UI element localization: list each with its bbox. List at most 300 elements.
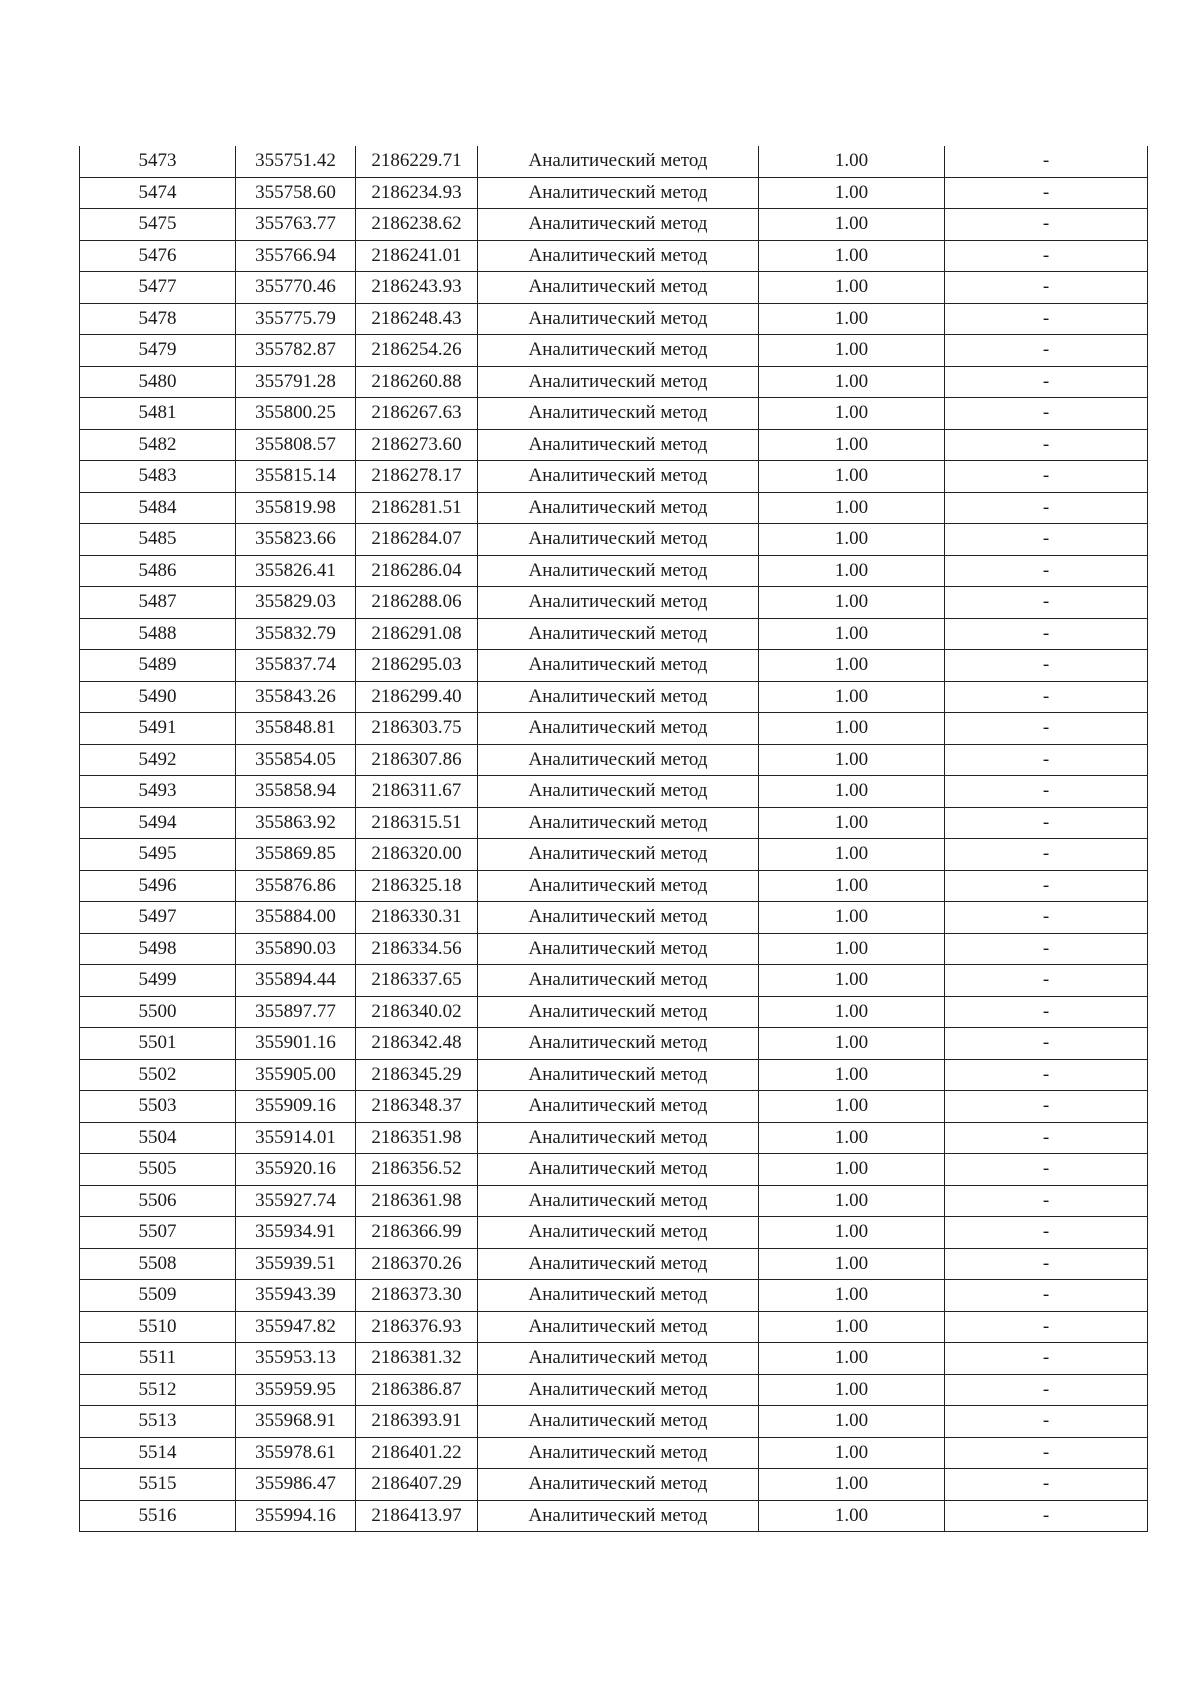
accuracy-cell: 1.00 (759, 240, 945, 272)
x-coordinate-cell: 355943.39 (236, 1280, 356, 1312)
method-cell: Аналитический метод (478, 240, 759, 272)
table-row (80, 524, 1148, 556)
accuracy-cell: 1.00 (759, 870, 945, 902)
point-number-cell: 5485 (80, 524, 236, 556)
x-coordinate-cell: 355884.00 (236, 902, 356, 934)
description-cell: - (945, 996, 1148, 1028)
y-coordinate-cell: 2186401.22 (356, 1437, 478, 1469)
point-number-cell: 5514 (80, 1437, 236, 1469)
point-number-cell: 5515 (80, 1469, 236, 1501)
y-coordinate-cell: 2186334.56 (356, 933, 478, 965)
method-cell: Аналитический метод (478, 1374, 759, 1406)
table-row (80, 303, 1148, 335)
point-number-cell: 5479 (80, 335, 236, 367)
method-cell: Аналитический метод (478, 303, 759, 335)
point-number-cell: 5478 (80, 303, 236, 335)
description-cell: - (945, 1469, 1148, 1501)
accuracy-cell: 1.00 (759, 209, 945, 241)
accuracy-cell: 1.00 (759, 681, 945, 713)
accuracy-cell: 1.00 (759, 902, 945, 934)
point-number-cell: 5490 (80, 681, 236, 713)
point-number-cell: 5493 (80, 776, 236, 808)
method-cell: Аналитический метод (478, 744, 759, 776)
table-row (80, 1028, 1148, 1060)
accuracy-cell: 1.00 (759, 366, 945, 398)
table-row (80, 1154, 1148, 1186)
accuracy-cell: 1.00 (759, 839, 945, 871)
point-number-cell: 5501 (80, 1028, 236, 1060)
method-cell: Аналитический метод (478, 1154, 759, 1186)
y-coordinate-cell: 2186267.63 (356, 398, 478, 430)
method-cell: Аналитический метод (478, 681, 759, 713)
description-cell: - (945, 524, 1148, 556)
point-number-cell: 5511 (80, 1343, 236, 1375)
point-number-cell: 5508 (80, 1248, 236, 1280)
method-cell: Аналитический метод (478, 807, 759, 839)
x-coordinate-cell: 355901.16 (236, 1028, 356, 1060)
description-cell: - (945, 1028, 1148, 1060)
method-cell: Аналитический метод (478, 366, 759, 398)
x-coordinate-cell: 355890.03 (236, 933, 356, 965)
description-cell: - (945, 398, 1148, 430)
x-coordinate-cell: 355819.98 (236, 492, 356, 524)
coordinates-table (79, 146, 1148, 1532)
table-row (80, 1217, 1148, 1249)
accuracy-cell: 1.00 (759, 1437, 945, 1469)
x-coordinate-cell: 355823.66 (236, 524, 356, 556)
y-coordinate-cell: 2186311.67 (356, 776, 478, 808)
y-coordinate-cell: 2186307.86 (356, 744, 478, 776)
description-cell: - (945, 1185, 1148, 1217)
y-coordinate-cell: 2186315.51 (356, 807, 478, 839)
table-row (80, 650, 1148, 682)
table-row (80, 1185, 1148, 1217)
y-coordinate-cell: 2186376.93 (356, 1311, 478, 1343)
method-cell: Аналитический метод (478, 587, 759, 619)
point-number-cell: 5481 (80, 398, 236, 430)
description-cell: - (945, 492, 1148, 524)
accuracy-cell: 1.00 (759, 1059, 945, 1091)
table-row (80, 429, 1148, 461)
x-coordinate-cell: 355815.14 (236, 461, 356, 493)
table-row (80, 398, 1148, 430)
description-cell: - (945, 240, 1148, 272)
y-coordinate-cell: 2186330.31 (356, 902, 478, 934)
accuracy-cell: 1.00 (759, 713, 945, 745)
x-coordinate-cell: 355758.60 (236, 177, 356, 209)
y-coordinate-cell: 2186288.06 (356, 587, 478, 619)
method-cell: Аналитический метод (478, 713, 759, 745)
method-cell: Аналитический метод (478, 1217, 759, 1249)
y-coordinate-cell: 2186248.43 (356, 303, 478, 335)
accuracy-cell: 1.00 (759, 587, 945, 619)
y-coordinate-cell: 2186281.51 (356, 492, 478, 524)
point-number-cell: 5491 (80, 713, 236, 745)
y-coordinate-cell: 2186291.08 (356, 618, 478, 650)
x-coordinate-cell: 355863.92 (236, 807, 356, 839)
accuracy-cell: 1.00 (759, 1122, 945, 1154)
method-cell: Аналитический метод (478, 933, 759, 965)
point-number-cell: 5476 (80, 240, 236, 272)
description-cell: - (945, 1311, 1148, 1343)
table-row (80, 240, 1148, 272)
y-coordinate-cell: 2186366.99 (356, 1217, 478, 1249)
point-number-cell: 5500 (80, 996, 236, 1028)
description-cell: - (945, 1280, 1148, 1312)
x-coordinate-cell: 355894.44 (236, 965, 356, 997)
y-coordinate-cell: 2186393.91 (356, 1406, 478, 1438)
y-coordinate-cell: 2186229.71 (356, 146, 478, 177)
description-cell: - (945, 1154, 1148, 1186)
description-cell: - (945, 366, 1148, 398)
description-cell: - (945, 1091, 1148, 1123)
y-coordinate-cell: 2186351.98 (356, 1122, 478, 1154)
table-row (80, 555, 1148, 587)
y-coordinate-cell: 2186342.48 (356, 1028, 478, 1060)
method-cell: Аналитический метод (478, 1469, 759, 1501)
method-cell: Аналитический метод (478, 1280, 759, 1312)
description-cell: - (945, 650, 1148, 682)
table-row (80, 1374, 1148, 1406)
y-coordinate-cell: 2186356.52 (356, 1154, 478, 1186)
accuracy-cell: 1.00 (759, 807, 945, 839)
description-cell: - (945, 1343, 1148, 1375)
table-row (80, 1469, 1148, 1501)
accuracy-cell: 1.00 (759, 1217, 945, 1249)
y-coordinate-cell: 2186295.03 (356, 650, 478, 682)
x-coordinate-cell: 355763.77 (236, 209, 356, 241)
table-row (80, 776, 1148, 808)
description-cell: - (945, 1122, 1148, 1154)
method-cell: Аналитический метод (478, 429, 759, 461)
table-row (80, 1500, 1148, 1532)
point-number-cell: 5504 (80, 1122, 236, 1154)
x-coordinate-cell: 355934.91 (236, 1217, 356, 1249)
point-number-cell: 5509 (80, 1280, 236, 1312)
y-coordinate-cell: 2186407.29 (356, 1469, 478, 1501)
y-coordinate-cell: 2186373.30 (356, 1280, 478, 1312)
method-cell: Аналитический метод (478, 1437, 759, 1469)
point-number-cell: 5494 (80, 807, 236, 839)
table-row (80, 1248, 1148, 1280)
description-cell: - (945, 902, 1148, 934)
table-body (80, 146, 1148, 1532)
method-cell: Аналитический метод (478, 618, 759, 650)
y-coordinate-cell: 2186286.04 (356, 555, 478, 587)
method-cell: Аналитический метод (478, 965, 759, 997)
y-coordinate-cell: 2186234.93 (356, 177, 478, 209)
y-coordinate-cell: 2186241.01 (356, 240, 478, 272)
point-number-cell: 5473 (80, 146, 236, 177)
y-coordinate-cell: 2186254.26 (356, 335, 478, 367)
table-row (80, 366, 1148, 398)
description-cell: - (945, 618, 1148, 650)
method-cell: Аналитический метод (478, 776, 759, 808)
table-row (80, 996, 1148, 1028)
y-coordinate-cell: 2186238.62 (356, 209, 478, 241)
description-cell: - (945, 713, 1148, 745)
table-row (80, 618, 1148, 650)
point-number-cell: 5487 (80, 587, 236, 619)
method-cell: Аналитический метод (478, 1406, 759, 1438)
point-number-cell: 5495 (80, 839, 236, 871)
x-coordinate-cell: 355848.81 (236, 713, 356, 745)
x-coordinate-cell: 355826.41 (236, 555, 356, 587)
accuracy-cell: 1.00 (759, 1154, 945, 1186)
x-coordinate-cell: 355800.25 (236, 398, 356, 430)
accuracy-cell: 1.00 (759, 303, 945, 335)
description-cell: - (945, 807, 1148, 839)
description-cell: - (945, 1500, 1148, 1532)
x-coordinate-cell: 355869.85 (236, 839, 356, 871)
x-coordinate-cell: 355927.74 (236, 1185, 356, 1217)
table-row (80, 839, 1148, 871)
point-number-cell: 5505 (80, 1154, 236, 1186)
y-coordinate-cell: 2186278.17 (356, 461, 478, 493)
description-cell: - (945, 587, 1148, 619)
accuracy-cell: 1.00 (759, 1185, 945, 1217)
point-number-cell: 5513 (80, 1406, 236, 1438)
table-row (80, 1343, 1148, 1375)
description-cell: - (945, 1406, 1148, 1438)
accuracy-cell: 1.00 (759, 1500, 945, 1532)
x-coordinate-cell: 355854.05 (236, 744, 356, 776)
x-coordinate-cell: 355858.94 (236, 776, 356, 808)
table-row (80, 902, 1148, 934)
method-cell: Аналитический метод (478, 177, 759, 209)
method-cell: Аналитический метод (478, 1500, 759, 1532)
description-cell: - (945, 1374, 1148, 1406)
table-row (80, 1311, 1148, 1343)
method-cell: Аналитический метод (478, 1028, 759, 1060)
x-coordinate-cell: 355791.28 (236, 366, 356, 398)
method-cell: Аналитический метод (478, 146, 759, 177)
method-cell: Аналитический метод (478, 398, 759, 430)
description-cell: - (945, 429, 1148, 461)
method-cell: Аналитический метод (478, 555, 759, 587)
table-row (80, 807, 1148, 839)
y-coordinate-cell: 2186345.29 (356, 1059, 478, 1091)
accuracy-cell: 1.00 (759, 335, 945, 367)
y-coordinate-cell: 2186299.40 (356, 681, 478, 713)
table-row (80, 177, 1148, 209)
x-coordinate-cell: 355782.87 (236, 335, 356, 367)
x-coordinate-cell: 355897.77 (236, 996, 356, 1028)
point-number-cell: 5483 (80, 461, 236, 493)
description-cell: - (945, 1437, 1148, 1469)
method-cell: Аналитический метод (478, 209, 759, 241)
y-coordinate-cell: 2186413.97 (356, 1500, 478, 1532)
accuracy-cell: 1.00 (759, 429, 945, 461)
point-number-cell: 5480 (80, 366, 236, 398)
method-cell: Аналитический метод (478, 492, 759, 524)
y-coordinate-cell: 2186370.26 (356, 1248, 478, 1280)
x-coordinate-cell: 355766.94 (236, 240, 356, 272)
description-cell: - (945, 870, 1148, 902)
table-row (80, 209, 1148, 241)
method-cell: Аналитический метод (478, 524, 759, 556)
y-coordinate-cell: 2186325.18 (356, 870, 478, 902)
x-coordinate-cell: 355959.95 (236, 1374, 356, 1406)
x-coordinate-cell: 355947.82 (236, 1311, 356, 1343)
description-cell: - (945, 681, 1148, 713)
method-cell: Аналитический метод (478, 1185, 759, 1217)
x-coordinate-cell: 355939.51 (236, 1248, 356, 1280)
point-number-cell: 5497 (80, 902, 236, 934)
x-coordinate-cell: 355829.03 (236, 587, 356, 619)
x-coordinate-cell: 355914.01 (236, 1122, 356, 1154)
table-row (80, 1406, 1148, 1438)
method-cell: Аналитический метод (478, 335, 759, 367)
description-cell: - (945, 272, 1148, 304)
y-coordinate-cell: 2186243.93 (356, 272, 478, 304)
point-number-cell: 5516 (80, 1500, 236, 1532)
point-number-cell: 5492 (80, 744, 236, 776)
accuracy-cell: 1.00 (759, 398, 945, 430)
y-coordinate-cell: 2186348.37 (356, 1091, 478, 1123)
table-row (80, 272, 1148, 304)
accuracy-cell: 1.00 (759, 618, 945, 650)
table-row (80, 1437, 1148, 1469)
method-cell: Аналитический метод (478, 870, 759, 902)
method-cell: Аналитический метод (478, 996, 759, 1028)
accuracy-cell: 1.00 (759, 996, 945, 1028)
method-cell: Аналитический метод (478, 1059, 759, 1091)
method-cell: Аналитический метод (478, 1343, 759, 1375)
x-coordinate-cell: 355837.74 (236, 650, 356, 682)
point-number-cell: 5503 (80, 1091, 236, 1123)
point-number-cell: 5484 (80, 492, 236, 524)
description-cell: - (945, 1059, 1148, 1091)
y-coordinate-cell: 2186340.02 (356, 996, 478, 1028)
x-coordinate-cell: 355920.16 (236, 1154, 356, 1186)
table-row (80, 492, 1148, 524)
description-cell: - (945, 744, 1148, 776)
point-number-cell: 5496 (80, 870, 236, 902)
table-row (80, 1280, 1148, 1312)
x-coordinate-cell: 355909.16 (236, 1091, 356, 1123)
x-coordinate-cell: 355775.79 (236, 303, 356, 335)
point-number-cell: 5498 (80, 933, 236, 965)
accuracy-cell: 1.00 (759, 555, 945, 587)
description-cell: - (945, 209, 1148, 241)
accuracy-cell: 1.00 (759, 1469, 945, 1501)
method-cell: Аналитический метод (478, 1091, 759, 1123)
accuracy-cell: 1.00 (759, 492, 945, 524)
table-row (80, 744, 1148, 776)
accuracy-cell: 1.00 (759, 1248, 945, 1280)
accuracy-cell: 1.00 (759, 965, 945, 997)
table-row (80, 587, 1148, 619)
accuracy-cell: 1.00 (759, 650, 945, 682)
method-cell: Аналитический метод (478, 1122, 759, 1154)
table-row (80, 1091, 1148, 1123)
point-number-cell: 5499 (80, 965, 236, 997)
description-cell: - (945, 776, 1148, 808)
point-number-cell: 5506 (80, 1185, 236, 1217)
point-number-cell: 5510 (80, 1311, 236, 1343)
x-coordinate-cell: 355986.47 (236, 1469, 356, 1501)
accuracy-cell: 1.00 (759, 1343, 945, 1375)
method-cell: Аналитический метод (478, 1248, 759, 1280)
point-number-cell: 5512 (80, 1374, 236, 1406)
description-cell: - (945, 933, 1148, 965)
description-cell: - (945, 303, 1148, 335)
accuracy-cell: 1.00 (759, 524, 945, 556)
table-row (80, 1059, 1148, 1091)
point-number-cell: 5507 (80, 1217, 236, 1249)
y-coordinate-cell: 2186284.07 (356, 524, 478, 556)
x-coordinate-cell: 355994.16 (236, 1500, 356, 1532)
accuracy-cell: 1.00 (759, 177, 945, 209)
point-number-cell: 5502 (80, 1059, 236, 1091)
accuracy-cell: 1.00 (759, 461, 945, 493)
y-coordinate-cell: 2186273.60 (356, 429, 478, 461)
accuracy-cell: 1.00 (759, 1374, 945, 1406)
y-coordinate-cell: 2186260.88 (356, 366, 478, 398)
x-coordinate-cell: 355905.00 (236, 1059, 356, 1091)
method-cell: Аналитический метод (478, 1311, 759, 1343)
x-coordinate-cell: 355876.86 (236, 870, 356, 902)
y-coordinate-cell: 2186303.75 (356, 713, 478, 745)
table-row (80, 146, 1148, 177)
table-row (80, 870, 1148, 902)
point-number-cell: 5477 (80, 272, 236, 304)
x-coordinate-cell: 355978.61 (236, 1437, 356, 1469)
description-cell: - (945, 146, 1148, 177)
method-cell: Аналитический метод (478, 902, 759, 934)
table-row (80, 681, 1148, 713)
x-coordinate-cell: 355968.91 (236, 1406, 356, 1438)
description-cell: - (945, 1248, 1148, 1280)
method-cell: Аналитический метод (478, 461, 759, 493)
x-coordinate-cell: 355843.26 (236, 681, 356, 713)
x-coordinate-cell: 355770.46 (236, 272, 356, 304)
y-coordinate-cell: 2186381.32 (356, 1343, 478, 1375)
x-coordinate-cell: 355953.13 (236, 1343, 356, 1375)
x-coordinate-cell: 355808.57 (236, 429, 356, 461)
description-cell: - (945, 1217, 1148, 1249)
table-row (80, 713, 1148, 745)
accuracy-cell: 1.00 (759, 1311, 945, 1343)
y-coordinate-cell: 2186361.98 (356, 1185, 478, 1217)
y-coordinate-cell: 2186337.65 (356, 965, 478, 997)
point-number-cell: 5486 (80, 555, 236, 587)
table-row (80, 461, 1148, 493)
accuracy-cell: 1.00 (759, 933, 945, 965)
accuracy-cell: 1.00 (759, 1091, 945, 1123)
description-cell: - (945, 965, 1148, 997)
table-row (80, 335, 1148, 367)
x-coordinate-cell: 355751.42 (236, 146, 356, 177)
method-cell: Аналитический метод (478, 272, 759, 304)
point-number-cell: 5475 (80, 209, 236, 241)
description-cell: - (945, 839, 1148, 871)
table-row (80, 933, 1148, 965)
accuracy-cell: 1.00 (759, 1280, 945, 1312)
table-row (80, 965, 1148, 997)
point-number-cell: 5482 (80, 429, 236, 461)
method-cell: Аналитический метод (478, 839, 759, 871)
table-row (80, 1122, 1148, 1154)
accuracy-cell: 1.00 (759, 744, 945, 776)
accuracy-cell: 1.00 (759, 1406, 945, 1438)
point-number-cell: 5488 (80, 618, 236, 650)
y-coordinate-cell: 2186320.00 (356, 839, 478, 871)
accuracy-cell: 1.00 (759, 146, 945, 177)
description-cell: - (945, 461, 1148, 493)
point-number-cell: 5474 (80, 177, 236, 209)
